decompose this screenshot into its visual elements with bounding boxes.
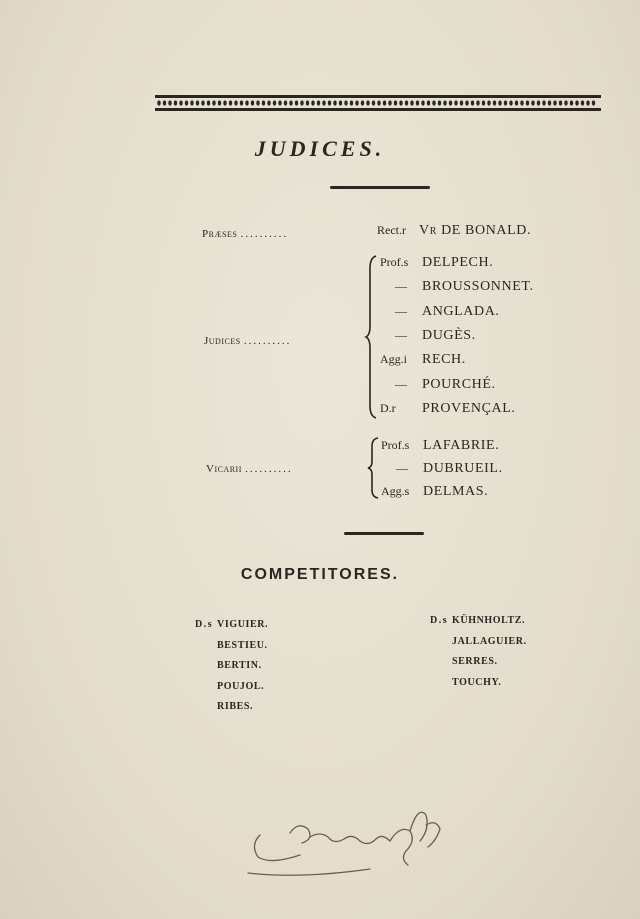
person-entry [380,327,476,344]
person-name: KÜHNHOLTZ. [452,615,526,626]
title-prefix: — [395,279,407,294]
person-name: Vr DE BONALD. [419,223,532,238]
person-name: DUGÈS. [422,327,476,343]
person-name: POUJOL. [217,680,265,692]
divider-rule [344,532,424,535]
person-name: SERRES. [452,656,498,667]
title-prefix: D.r [380,400,396,415]
person-entry [195,701,253,712]
person-name: RIBES. [217,701,254,712]
person-entry [430,636,527,647]
person-entry [380,400,516,417]
person-entry [195,619,268,630]
person-name: DELPECH. [422,255,494,270]
page-title: JUDICES. [254,136,386,161]
leader-dots: .......... [243,335,292,347]
ornamental-border [155,95,601,111]
title-prefix: — [395,327,407,342]
person-name: DELMAS. [423,484,489,499]
person-entry [380,278,534,295]
person-entry [195,681,264,692]
brace-judices [364,254,378,420]
person-entry [380,303,500,320]
vicarii-label [206,463,293,475]
person-name: PROVENÇAL. [422,400,516,416]
person-name: BERTIN. [217,660,262,671]
title-prefix: Agg.s [381,484,410,498]
leader-dots: .......... [245,463,293,475]
leader-dots: .......... [240,228,289,240]
person-entry [380,254,493,271]
person-entry [430,677,502,688]
title-prefix: — [396,461,408,475]
person-entry [430,656,498,667]
title-prefix: Prof.s [380,255,409,269]
praeses-entry [377,222,531,239]
person-entry [380,351,466,368]
title-prefix: Prof.s [381,438,410,452]
judices-label [204,335,291,347]
praeses-label-text: Præses [202,228,238,240]
person-name: LAFABRIE. [423,438,500,453]
vicarii-label-text: Vicarii [206,463,242,475]
title-prefix: Agg.i [380,352,407,367]
title-prefix: — [395,376,407,391]
person-entry [381,483,488,500]
person-entry [380,376,496,393]
competitores-title: COMPETITORES. [240,566,400,583]
person-name: BESTIEU. [217,639,268,651]
person-entry [381,437,499,454]
divider-rule [330,186,430,189]
brace-vicarii [366,436,380,500]
title-prefix: Rect.r [377,223,406,237]
title-prefix: D.s [195,619,214,630]
person-entry [430,615,525,626]
person-entry [381,460,503,477]
handwritten-signature [240,795,460,885]
title-prefix: D.s [430,615,449,626]
person-name: BROUSSONNET. [422,279,534,295]
title-prefix: — [395,303,407,318]
person-name: TOUCHY. [452,676,502,688]
person-name: DUBRUEIL. [423,461,503,476]
person-name: RECH. [422,352,466,368]
person-name: POURCHÉ. [422,376,496,392]
praeses-label [202,228,288,240]
person-entry [195,660,262,671]
person-name: VIGUIER. [217,619,269,630]
person-entry [195,640,268,651]
person-name: JALLAGUIER. [452,635,527,647]
judices-label-text: Judices [204,335,241,347]
person-name: ANGLADA. [422,303,500,319]
